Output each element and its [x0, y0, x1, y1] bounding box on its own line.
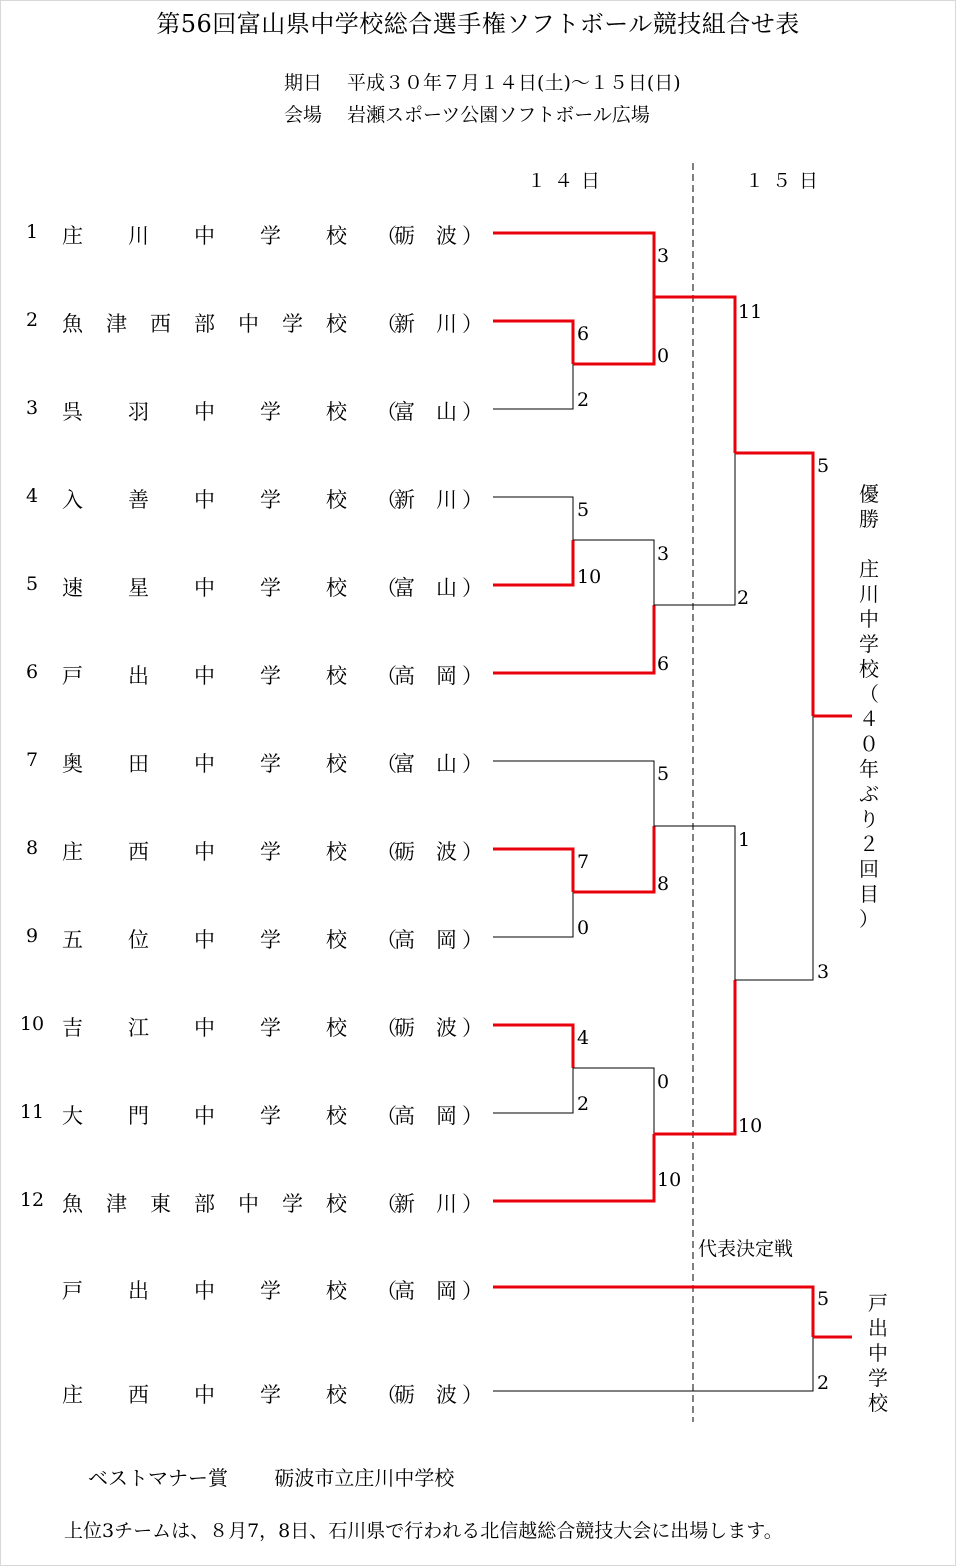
region-paren: （ — [376, 1192, 397, 1216]
region-paren: ） — [462, 840, 483, 864]
region-paren: ） — [462, 312, 483, 336]
team-name-char: 中 — [238, 312, 259, 336]
best-manner-award: ベストマナー賞 砺波市立庄川中学校 — [88, 1466, 455, 1490]
region-paren: （ — [376, 576, 397, 600]
team-name-char: 学 — [260, 224, 281, 248]
line-final-top-win — [735, 453, 813, 716]
score-r1b-top: 5 — [577, 499, 590, 521]
team-name-char: 中 — [194, 1279, 215, 1303]
score-r2c-top: 5 — [657, 763, 670, 785]
score-sfb-bottom: 10 — [738, 1115, 763, 1137]
page-title: 第56回富山県中学校総合選手権ソフトボール競技組合せ表 — [156, 10, 800, 38]
score-r1a-top: 6 — [577, 323, 590, 345]
region-paren: （ — [376, 1383, 397, 1407]
vertical-char: 川 — [859, 582, 879, 606]
region-char: 川 — [436, 312, 457, 336]
team-name-char: 西 — [150, 312, 171, 336]
line-team7 — [493, 761, 654, 826]
team-name-char: 田 — [128, 752, 149, 776]
region-paren: ） — [462, 400, 483, 424]
team-name-char: 戸 — [62, 664, 83, 688]
team-name-char: 速 — [62, 576, 83, 600]
team-name-char: 五 — [62, 928, 83, 952]
team-name-char: 学 — [260, 928, 281, 952]
score-playoff-bottom: 2 — [817, 1372, 830, 1394]
champion-name — [857, 557, 881, 932]
region-char: 岡 — [436, 928, 457, 952]
region-paren: ） — [462, 1192, 483, 1216]
line-team6-win — [493, 605, 654, 673]
team-name-char: 中 — [194, 1104, 215, 1128]
vertical-char: 戸 — [868, 1291, 888, 1315]
footer-note: 上位3チームは、８月7，8日、石川県で行われる北信越総合競技大会に出場します。 — [64, 1520, 783, 1542]
region-char: 新 — [394, 488, 415, 512]
region-char: 高 — [394, 928, 415, 952]
vertical-char: 出 — [868, 1316, 888, 1340]
vertical-char: ２ — [859, 832, 879, 856]
team-name-char: 中 — [194, 224, 215, 248]
team-name-char: 学 — [260, 1383, 281, 1407]
team-number: 6 — [25, 661, 39, 683]
region-paren: ） — [462, 1016, 483, 1040]
line-team5-win — [493, 540, 573, 585]
team-name-char: 羽 — [128, 400, 149, 424]
vertical-char: 庄 — [859, 557, 879, 581]
champion-label — [857, 482, 881, 532]
region-paren: （ — [376, 488, 397, 512]
vertical-char: 校 — [859, 657, 879, 681]
vertical-char: ぶ — [859, 782, 879, 806]
vertical-char: ４ — [859, 707, 879, 731]
vertical-char: 学 — [859, 632, 879, 656]
line-sfb-bottom-win — [654, 980, 735, 1134]
region-char: 川 — [436, 488, 457, 512]
line-team8-win — [493, 849, 573, 892]
score-r1c-top: 7 — [577, 851, 590, 873]
team-name-char: 吉 — [62, 1016, 83, 1040]
region-paren: （ — [376, 1104, 397, 1128]
vertical-char: 学 — [868, 1366, 888, 1390]
team-name-char: 学 — [260, 840, 281, 864]
team-number: 10 — [19, 1013, 45, 1035]
team-name-char: 魚 — [62, 312, 83, 336]
team-name-char: 中 — [194, 840, 215, 864]
team-name-char: 学 — [260, 1104, 281, 1128]
vertical-char: 目 — [859, 882, 879, 906]
team-name-char: 学 — [260, 664, 281, 688]
team-name-char: 校 — [326, 752, 347, 776]
team-name-char: 校 — [326, 1279, 347, 1303]
team-name-char: 西 — [128, 840, 149, 864]
team-name-char: 学 — [260, 1279, 281, 1303]
region-paren: ） — [462, 224, 483, 248]
region-char: 砺 — [394, 1016, 415, 1040]
team-name-char: 校 — [326, 312, 347, 336]
region-paren: （ — [376, 1016, 397, 1040]
team-number: 9 — [25, 925, 39, 947]
score-r2c-bottom: 8 — [657, 873, 670, 895]
team-name-char: 学 — [260, 488, 281, 512]
score-r1d-top: 4 — [577, 1027, 590, 1049]
team-number: 4 — [25, 485, 39, 507]
line-team2-win — [493, 321, 573, 364]
team-number: 1 — [25, 221, 39, 243]
region-char: 山 — [436, 752, 457, 776]
team-number: 12 — [19, 1189, 45, 1211]
team-name-char: 庄 — [62, 224, 83, 248]
team-name-char: 戸 — [62, 1279, 83, 1303]
line-team12-win — [493, 1134, 654, 1201]
region-char: 波 — [436, 224, 457, 248]
team-name-char: 学 — [260, 1016, 281, 1040]
team-name-char: 中 — [194, 664, 215, 688]
team-name-char: 学 — [260, 400, 281, 424]
region-char: 川 — [436, 1192, 457, 1216]
region-char: 岡 — [436, 1104, 457, 1128]
team-name-char: 星 — [128, 576, 149, 600]
team-name-char: 学 — [282, 1192, 303, 1216]
line-team11 — [493, 1068, 573, 1113]
day1-label: １４日 — [527, 170, 609, 192]
date-line: 期日 平成３０年７月１４日(土)～１５日(日) — [284, 72, 681, 94]
region-char: 山 — [436, 576, 457, 600]
region-paren: ） — [462, 1279, 483, 1303]
team-name-char: 校 — [326, 488, 347, 512]
team-number: 3 — [25, 397, 39, 419]
score-r1b-bottom: 10 — [577, 566, 602, 588]
region-char: 波 — [436, 1383, 457, 1407]
region-paren: ） — [462, 488, 483, 512]
line-playoff-bottom — [493, 1337, 813, 1391]
region-paren: ） — [462, 664, 483, 688]
region-char: 岡 — [436, 664, 457, 688]
team-name-char: 位 — [128, 928, 149, 952]
region-paren: （ — [376, 928, 397, 952]
region-paren: （ — [376, 224, 397, 248]
playoff-label: 代表決定戦 — [698, 1238, 794, 1260]
team-name-char: 川 — [128, 224, 149, 248]
line-playoff-top-win — [493, 1287, 813, 1337]
team-number: 8 — [25, 837, 39, 859]
region-char: 砺 — [394, 840, 415, 864]
team-name-char: 校 — [326, 1104, 347, 1128]
score-r2b-top: 3 — [657, 543, 670, 565]
vertical-char: （ — [859, 682, 879, 706]
vertical-char: 中 — [868, 1341, 888, 1365]
playoff-winner-name — [866, 1291, 890, 1416]
region-char: 富 — [394, 400, 415, 424]
team-number: 11 — [19, 1101, 45, 1123]
team-name-char: 中 — [194, 1016, 215, 1040]
team-name-char: 校 — [326, 1192, 347, 1216]
team-name-char: 奥 — [62, 752, 83, 776]
team-name-char: 中 — [194, 488, 215, 512]
team-name-char: 校 — [326, 840, 347, 864]
line-team3 — [493, 364, 573, 409]
region-char: 高 — [394, 664, 415, 688]
team-name-char: 学 — [260, 752, 281, 776]
vertical-char: 校 — [868, 1391, 888, 1415]
team-name-char: 善 — [128, 488, 149, 512]
region-paren: ） — [462, 928, 483, 952]
line-team10-win — [493, 1025, 573, 1068]
team-name-char: 校 — [326, 928, 347, 952]
score-sfb-top: 1 — [738, 829, 751, 851]
vertical-char: ） — [859, 907, 879, 931]
team-name-char: 出 — [128, 1279, 149, 1303]
vertical-char: ０ — [859, 732, 879, 756]
vertical-char: 勝 — [859, 507, 879, 531]
vertical-char: り — [859, 807, 879, 831]
score-r2d-bottom: 10 — [657, 1169, 682, 1191]
team-number: 5 — [25, 573, 39, 595]
region-paren: （ — [376, 664, 397, 688]
score-final-top: 5 — [817, 455, 830, 477]
team-name-char: 津 — [106, 312, 127, 336]
score-r2b-bottom: 6 — [657, 653, 670, 675]
region-paren: ） — [462, 576, 483, 600]
vertical-char: 中 — [859, 607, 879, 631]
region-paren: （ — [376, 312, 397, 336]
team-name-char: 校 — [326, 576, 347, 600]
day2-label: １５日 — [745, 170, 827, 192]
region-paren: （ — [376, 752, 397, 776]
vertical-char: 回 — [859, 857, 879, 881]
team-name-char: 出 — [128, 664, 149, 688]
region-char: 砺 — [394, 224, 415, 248]
line-team4 — [493, 497, 573, 540]
team-name-char: 校 — [326, 664, 347, 688]
score-r1d-bottom: 2 — [577, 1093, 590, 1115]
team-name-char: 校 — [326, 1016, 347, 1040]
team-name-char: 庄 — [62, 840, 83, 864]
score-r2a-top: 3 — [657, 245, 670, 267]
region-char: 高 — [394, 1279, 415, 1303]
team-name-char: 学 — [282, 312, 303, 336]
line-team9 — [493, 892, 573, 937]
line-sfb-top — [654, 826, 735, 980]
region-char: 砺 — [394, 1383, 415, 1407]
region-paren: ） — [462, 1383, 483, 1407]
team-name-char: 西 — [128, 1383, 149, 1407]
line-sfa-bottom — [654, 453, 735, 605]
team-name-char: 部 — [194, 1192, 215, 1216]
line-sfa-top-win — [654, 297, 735, 453]
vertical-char: 優 — [859, 482, 879, 506]
team-name-char: 東 — [150, 1192, 171, 1216]
region-char: 新 — [394, 1192, 415, 1216]
team-name-char: 江 — [128, 1016, 149, 1040]
venue-line: 会場 岩瀬スポーツ公園ソフトボール広場 — [284, 104, 650, 126]
region-paren: （ — [376, 840, 397, 864]
team-name-char: 入 — [62, 488, 83, 512]
team-name-char: 中 — [238, 1192, 259, 1216]
team-name-char: 校 — [326, 224, 347, 248]
region-paren: （ — [376, 400, 397, 424]
region-char: 高 — [394, 1104, 415, 1128]
team-number: 2 — [25, 309, 39, 331]
score-r1c-bottom: 0 — [577, 917, 590, 939]
team-name-char: 呉 — [62, 400, 83, 424]
score-r2a-bottom: 0 — [657, 345, 670, 367]
team-name-char: 魚 — [62, 1192, 83, 1216]
region-char: 富 — [394, 576, 415, 600]
team-name-char: 校 — [326, 400, 347, 424]
region-paren: ） — [462, 752, 483, 776]
region-char: 波 — [436, 1016, 457, 1040]
team-name-char: 中 — [194, 1383, 215, 1407]
team-name-char: 校 — [326, 1383, 347, 1407]
region-char: 新 — [394, 312, 415, 336]
line-team1-win — [493, 233, 654, 297]
team-name-char: 津 — [106, 1192, 127, 1216]
region-paren: （ — [376, 1279, 397, 1303]
team-name-char: 学 — [260, 576, 281, 600]
team-name-char: 中 — [194, 928, 215, 952]
team-name-char: 部 — [194, 312, 215, 336]
region-char: 岡 — [436, 1279, 457, 1303]
score-r2d-top: 0 — [657, 1071, 670, 1093]
team-name-char: 門 — [128, 1104, 149, 1128]
score-sfa-bottom: 2 — [737, 587, 750, 609]
score-sfa-top: 11 — [738, 301, 763, 323]
score-final-bottom: 3 — [817, 961, 830, 983]
region-paren: ） — [462, 1104, 483, 1128]
vertical-char: 年 — [859, 757, 879, 781]
region-char: 富 — [394, 752, 415, 776]
team-name-char: 中 — [194, 400, 215, 424]
region-char: 波 — [436, 840, 457, 864]
team-number: 7 — [25, 749, 39, 771]
team-name-char: 中 — [194, 752, 215, 776]
team-name-char: 中 — [194, 576, 215, 600]
region-char: 山 — [436, 400, 457, 424]
score-r1a-bottom: 2 — [577, 389, 590, 411]
team-name-char: 大 — [62, 1104, 83, 1128]
team-name-char: 庄 — [62, 1383, 83, 1407]
score-playoff-top: 5 — [817, 1288, 830, 1310]
